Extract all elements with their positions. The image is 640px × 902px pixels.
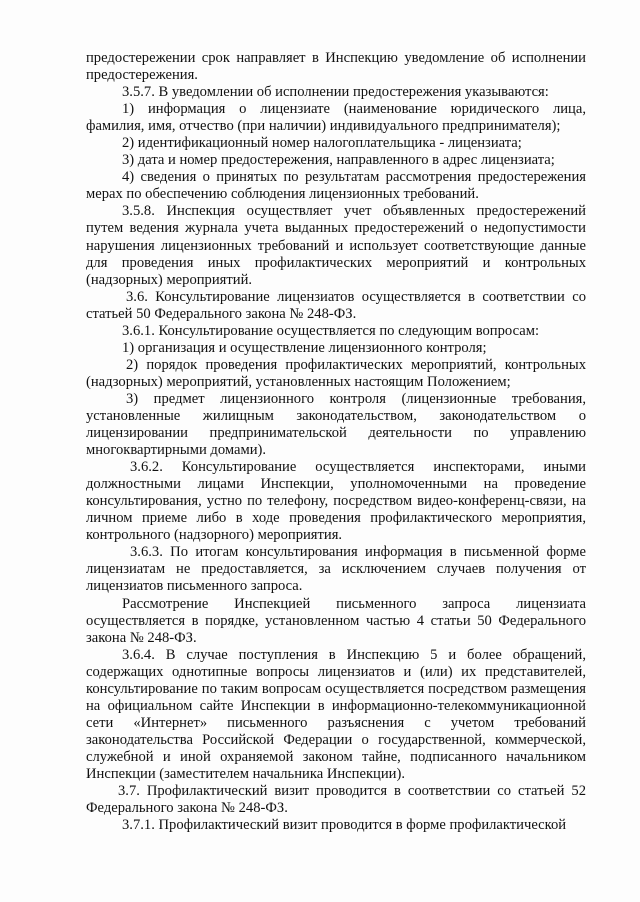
paragraph-3-7: 3.7. Профилактический визит проводится в соответствии со статьей 52 Федерального закона № 248-ФЗ. <box>86 783 586 817</box>
list-item-1b: 1) организация и осуществление лицензионного контроля; <box>122 339 487 356</box>
paragraph-3-6-1: 3.6.1. Консультирование осуществляется по следующим вопросам: <box>122 322 539 339</box>
list-item-2b: 2) порядок проведения профилактических мероприятий, контрольных (надзорных) мероприятий, установленных настоящим Положением; <box>86 356 586 390</box>
list-item-3: 3) дата и номер предостережения, направленного в адрес лицензиата; <box>122 152 555 169</box>
document-body <box>86 50 586 834</box>
paragraph-3-6-4: 3.6.4. В случае поступления в Инспекцию 5 и более обращений, содержащих однотипные вопросы лицензиатов и (или) их представителей, консультирование по таким вопросам осуществляется посредством размещения на официальном сайте Инспекции в информационно-телекоммуникационной сети «Интернет» письменного разъяснения с учетом требований законодательства Российской Федерации о государственной, коммерческой, служебной и иной охраняемой законом тайне, подписанного начальником Инспекции (заместителем начальника Инспекции). <box>86 646 586 782</box>
list-item-2: 2) идентификационный номер налогоплательщика - лицензиата; <box>122 135 522 152</box>
paragraph-3-7-1: 3.7.1. Профилактический визит проводится в форме профилактической <box>122 817 567 834</box>
paragraph-continuation: предостережении срок направляет в Инспекцию уведомление об исполнении предостережения. <box>86 50 586 84</box>
paragraph-written-request: Рассмотрение Инспекцией письменного запроса лицензиата осуществляется в порядке, установленном частью 4 статьи 50 Федерального закона № 248-ФЗ. <box>86 595 586 646</box>
paragraph-3-6: 3.6. Консультирование лицензиатов осуществляется в соответствии со статьей 50 Федерального закона № 248-ФЗ. <box>86 288 586 322</box>
paragraph-3-6-2: 3.6.2. Консультирование осуществляется инспекторами, иными должностными лицами Инспекции, уполномоченными на проведение консультирования, устно по телефону, посредством видео-конференц-связи, на личном приеме либо в ходе проведения профилактического мероприятия, контрольного (надзорного) мероприятия. <box>86 459 586 544</box>
list-item-1: 1) информация о лицензиате (наименование юридического лица, фамилия, имя, отчество (при наличии) индивидуального предпринимателя); <box>86 101 586 135</box>
paragraph-3-5-8: 3.5.8. Инспекция осуществляет учет объявленных предостережений путем ведения журнала учета выданных предостережений о недопустимости нарушения лицензионных требований и использует соответствующие данные для проведения иных профилактических мероприятий и контрольных (надзорных) мероприятий. <box>86 203 586 288</box>
paragraph-3-6-3: 3.6.3. По итогам консультирования информация в письменной форме лицензиатам не предоставляется, за исключением случаев получения от лицензиатов письменного запроса. <box>86 544 586 595</box>
list-item-3b: 3) предмет лицензионного контроля (лицензионные требования, установленные жилищным законодательством, законодательством о лицензировании предпринимательской деятельности по управлению многоквартирными домами). <box>86 390 586 459</box>
paragraph-3-5-7: 3.5.7. В уведомлении об исполнении предостережения указываются: <box>122 84 549 101</box>
list-item-4: 4) сведения о принятых по результатам рассмотрения предостережения мерах по обеспечению соблюдения лицензионных требований. <box>86 169 586 203</box>
